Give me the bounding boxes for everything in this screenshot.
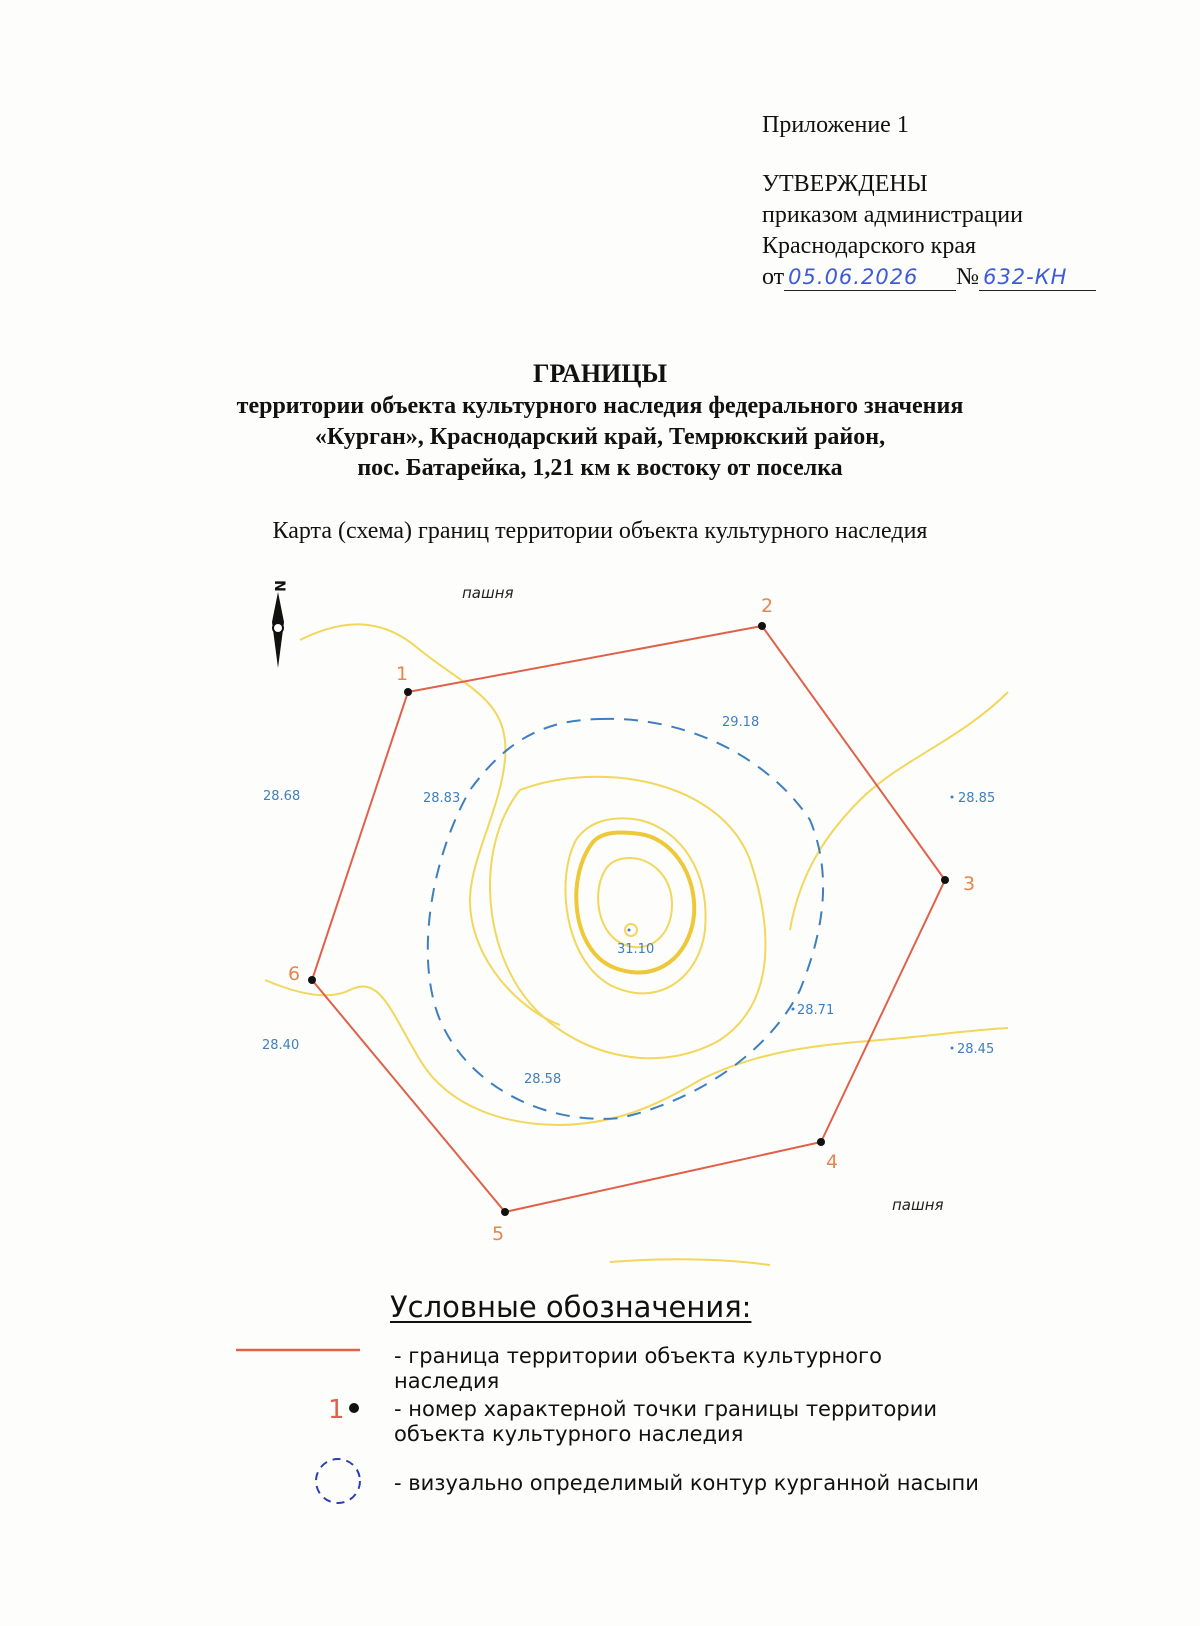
number-label: №	[956, 264, 980, 290]
land-label: пашня	[892, 1196, 944, 1214]
boundary-point-1	[404, 688, 412, 696]
approval-line-2: Краснодарского края	[762, 233, 977, 259]
handwritten-date: 05.06.2026	[784, 264, 956, 291]
point-label-1: 1	[396, 663, 409, 685]
land-labels	[462, 584, 944, 1214]
boundary-point-6	[308, 976, 316, 984]
territory-boundary	[312, 626, 945, 1212]
approved-label: УТВЕРЖДЕНЫ	[762, 171, 928, 197]
legend-item-mound: - визуально определимый контур курганной насыпи	[394, 1471, 979, 1495]
legend-title: Условные обозначения:	[390, 1290, 752, 1324]
legend-point-number: 1	[328, 1395, 345, 1425]
elevation-label: 28.83	[423, 791, 461, 806]
elevation-label: 28.40	[262, 1038, 300, 1053]
legend-item-point: - номер характерной точки границы территории объекта культурного наследия	[394, 1397, 937, 1446]
north-label: N	[271, 580, 287, 592]
point-label-2: 2	[761, 595, 774, 617]
point-label-3: 3	[963, 873, 976, 895]
boundary-points	[308, 622, 949, 1216]
boundary-point-3	[941, 876, 949, 884]
land-label: пашня	[462, 584, 514, 602]
legend-mound-icon	[316, 1459, 360, 1503]
boundary-point-5	[501, 1208, 509, 1216]
elevation-label: 29.18	[722, 715, 760, 730]
point-label-4: 4	[826, 1151, 839, 1173]
elevation-label: 28.85	[958, 791, 996, 806]
boundary-point-4	[817, 1138, 825, 1146]
elevation-labels	[262, 715, 995, 1087]
point-label-5: 5	[492, 1223, 505, 1245]
elevation-label: 31.10	[617, 942, 655, 957]
title-main: ГРАНИЦЫ	[532, 359, 668, 388]
boundary-point-2	[758, 622, 766, 630]
elevation-label: 28.71	[797, 1003, 835, 1018]
map-caption: Карта (схема) границ территории объекта культурного наследия	[272, 518, 928, 544]
title-line-3: пос. Батарейка, 1,21 км к востоку от поселка	[357, 455, 843, 481]
legend-item-boundary: - граница территории объекта культурного наследия	[394, 1344, 882, 1393]
title-line-1: территории объекта культурного наследия федерального значения	[236, 393, 964, 419]
approval-line-1: приказом администрации	[762, 202, 1023, 228]
title-line-2: «Курган», Краснодарский край, Темрюкский район,	[314, 424, 886, 450]
handwritten-number: 632-КН	[979, 264, 1096, 291]
north-arrow-icon	[271, 580, 287, 668]
elevation-label: 28.68	[263, 789, 301, 804]
appendix-label: Приложение 1	[762, 112, 909, 138]
point-label-6: 6	[288, 963, 301, 985]
legend-point-dot	[349, 1403, 359, 1413]
elevation-label: 28.45	[957, 1042, 995, 1057]
elevation-label: 28.58	[524, 1072, 562, 1087]
point-labels	[288, 595, 975, 1245]
from-label: от	[762, 264, 785, 290]
